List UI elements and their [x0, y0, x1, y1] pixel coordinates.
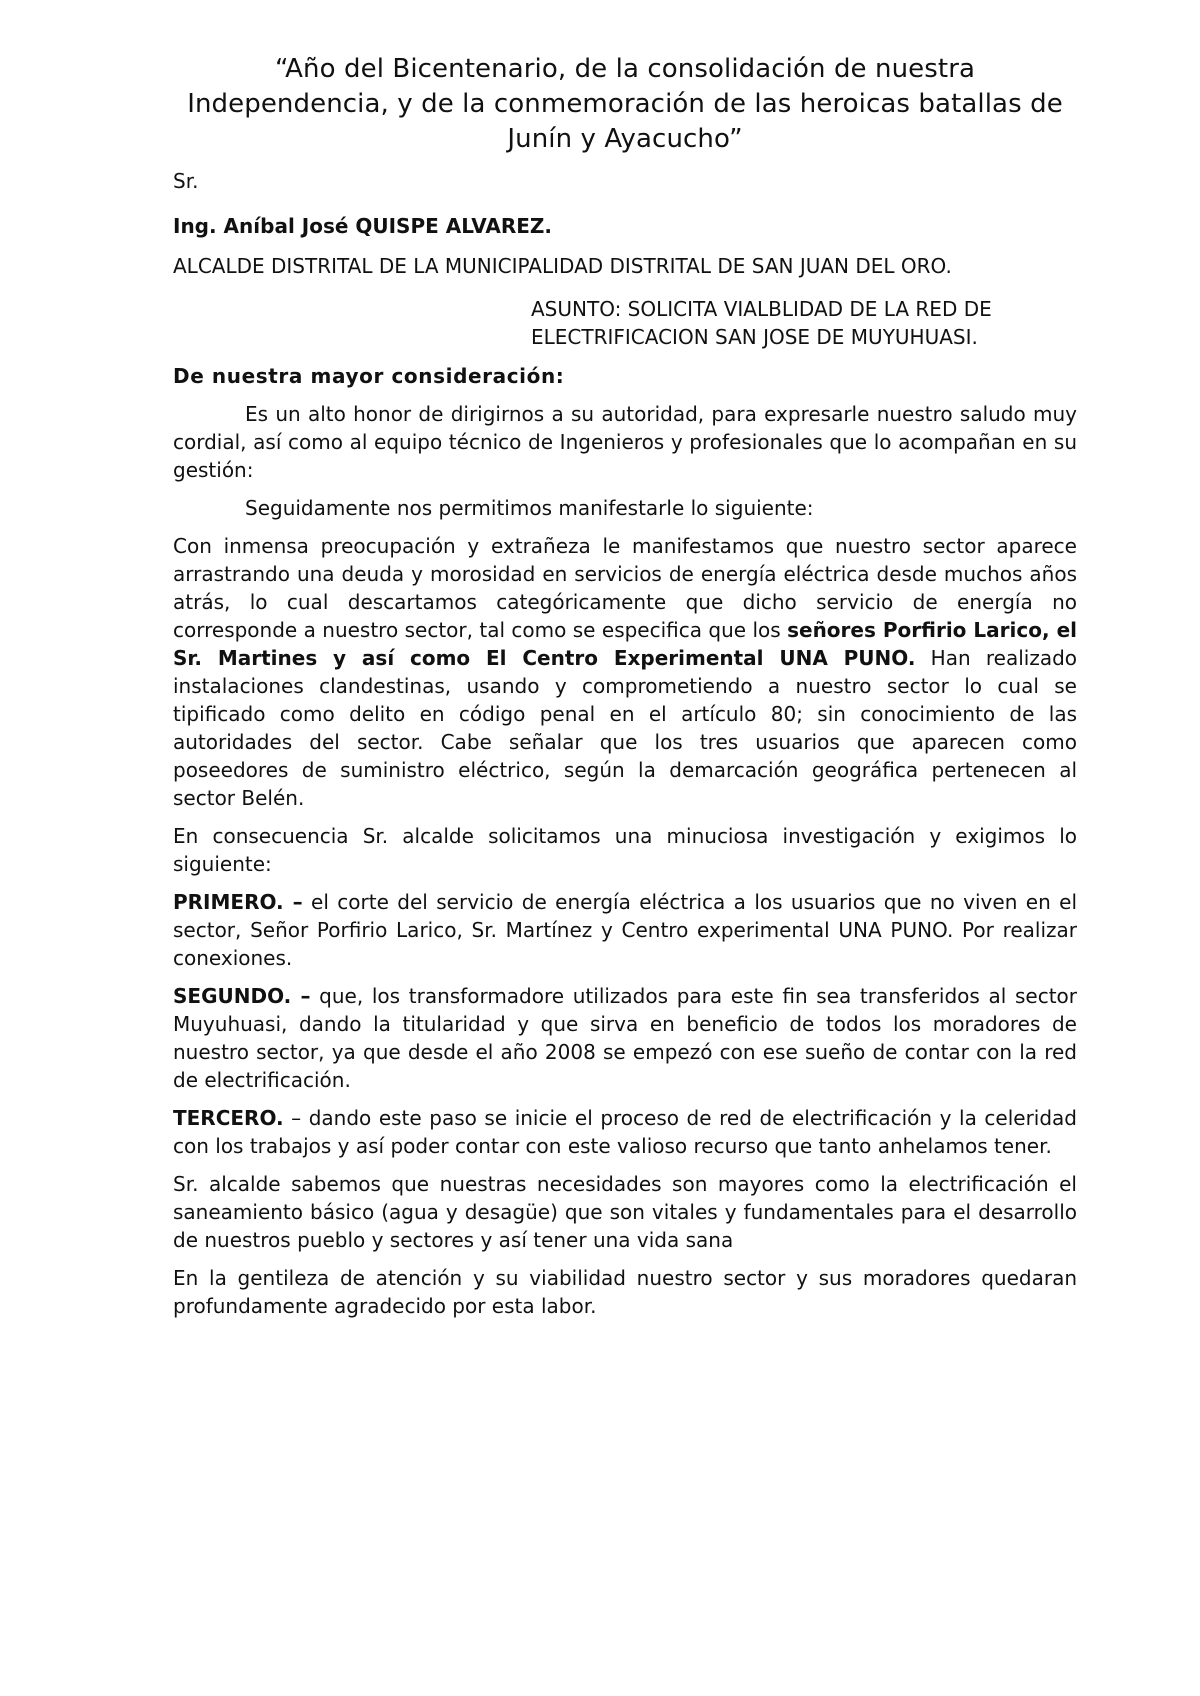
point-label: TERCERO. [173, 1106, 284, 1130]
point-label: PRIMERO. – [173, 890, 303, 914]
salutation: Sr. [173, 169, 199, 193]
point-second [173, 982, 1077, 1094]
year-heading: “Año del Bicentenario, de la consolidación de nuestra Independencia, y de la conmemoración de las heroicas batallas de Junín y Ayacucho” [187, 54, 1063, 154]
needs-paragraph: Sr. alcalde sabemos que nuestras necesidades son mayores como la electrificación el saneamiento básico (agua y desagüe) que son vitales y fundamentales para el desarrollo de nuestros pueblo y sectores y así tener una vida sana [173, 1172, 1077, 1252]
closing-paragraph: En la gentileza de atención y su viabilidad nuestro sector y sus moradores quedaran profundamente agradecido por esta labor. [173, 1266, 1077, 1318]
concern-paragraph [173, 532, 1077, 812]
lead-in-paragraph: Seguidamente nos permitimos manifestarle lo siguiente: [245, 496, 814, 520]
subject-line: ASUNTO: SOLICITA VIALBLIDAD DE LA RED DE ELECTRIFICACION SAN JOSE DE MUYUHUASI. [531, 297, 992, 349]
concern-text-part1: Con inmensa preocupación y extrañeza le manifestamos que nuestro sector aparece arrastrando una deuda y morosidad en servicios de energía eléctrica desde muchos años atrás, lo cual descartamos categóricamente que dicho servicio de energía no corresponde a nuestro sector, tal como se especifica que los [173, 534, 1077, 642]
point-text: – dando este paso se inicie el proceso de red de electrificación y la celeridad con los trabajos y así poder contar con este valioso recurso que tanto anhelamos tener. [173, 1106, 1077, 1158]
intro-paragraph: Es un alto honor de dirigirnos a su autoridad, para expresarle nuestro saludo muy cordial, así como al equipo técnico de Ingenieros y profesionales que lo acompañan en su gestión: [173, 402, 1077, 482]
point-first [173, 888, 1077, 972]
greeting: De nuestra mayor consideración: [173, 364, 565, 388]
letter-page [173, 52, 1077, 1330]
addressee-title: ALCALDE DISTRITAL DE LA MUNICIPALIDAD DISTRITAL DE SAN JUAN DEL ORO. [173, 254, 952, 278]
point-label: SEGUNDO. – [173, 984, 311, 1008]
point-text: que, los transformadore utilizados para este fin sea transferidos al sector Muyuhuasi, dando la titularidad y que sirva en beneficio de todos los moradores de nuestro sector, ya que desde el año 2008 se empezó con ese sueño de contar con la red de electrificación. [173, 984, 1077, 1092]
point-third [173, 1104, 1077, 1160]
point-text: el corte del servicio de energía eléctrica a los usuarios que no viven en el sector, Señor Porfirio Larico, Sr. Martínez y Centro experimental UNA PUNO. Por realizar conexiones. [173, 890, 1078, 970]
request-paragraph: En consecuencia Sr. alcalde solicitamos una minuciosa investigación y exigimos lo siguiente: [173, 824, 1077, 876]
addressee-name: Ing. Aníbal José QUISPE ALVAREZ. [173, 214, 552, 238]
concern-text-part2: Han realizado instalaciones clandestinas, usando y comprometiendo a nuestro sector lo cual se tipificado como delito en código penal en el artículo 80; sin conocimiento de las autoridades del sector. Cabe señalar que los tres usuarios que aparecen como poseedores de suministro eléctrico, según la demarcación geográfica pertenecen al sector Belén. [173, 646, 1078, 810]
concern-text-bold: señores Porfirio Larico, el Sr. Martines y así como El Centro Experimental UNA PUNO. [173, 618, 1077, 670]
